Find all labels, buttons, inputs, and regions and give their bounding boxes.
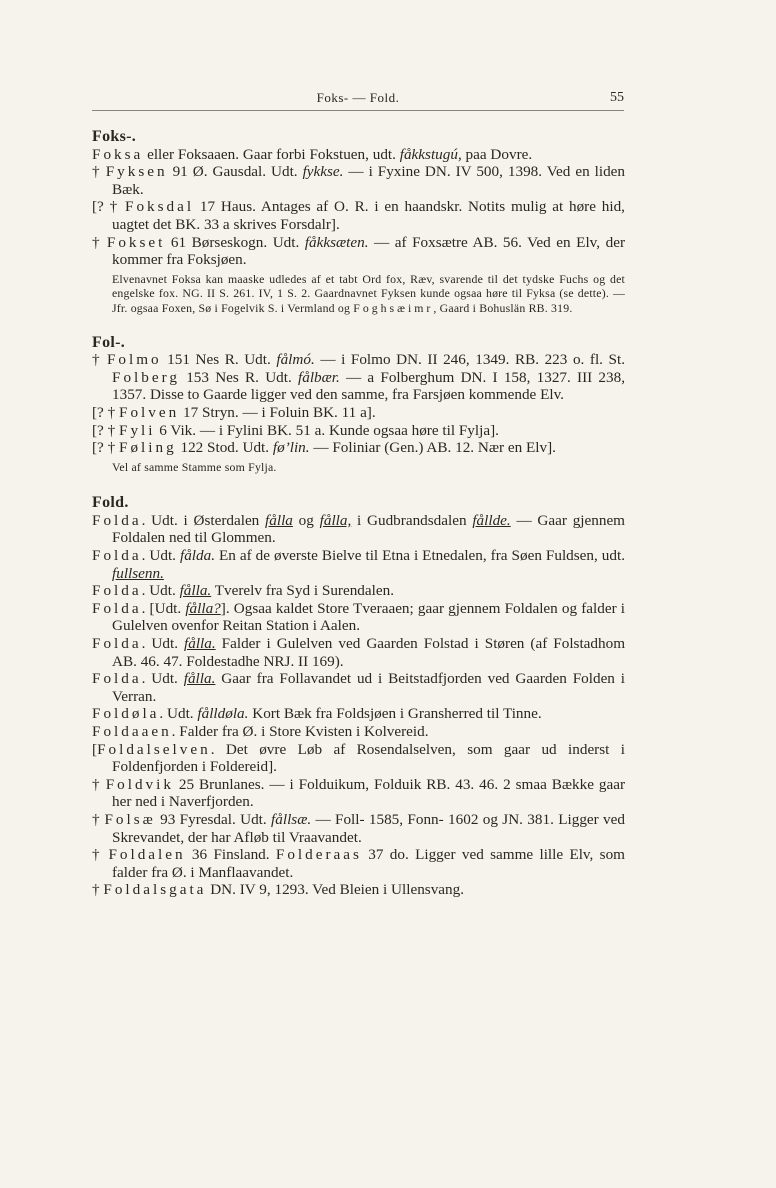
headword: Fyksen (105, 163, 168, 181)
pronunciation: fykkse. (302, 163, 344, 181)
headword: Fokset (106, 233, 166, 251)
headword: Fyli (119, 421, 156, 439)
text-run: 93 Fyresdal. Udt. (155, 810, 272, 828)
text-run: En af de øverste Bielve til Etna i Etnedalen, fra Søen Fuldsen, udt. (215, 547, 625, 565)
page-content (92, 128, 625, 899)
pronunciation: fålla (265, 511, 293, 529)
headword: Føling (119, 439, 177, 457)
text-run: . Udt. (141, 547, 180, 565)
text-run: . Udt. (141, 670, 184, 688)
text-run: — af Foxsætre AB. 56. Ved en Elv, der kommer fra Foksjøen. (112, 233, 625, 269)
section-heading: Foks-. (92, 128, 137, 145)
section-3 (92, 494, 625, 899)
text-run: 153 Nes R. Udt. (179, 368, 299, 386)
text-run: Gaar fra Follavandet ud i Beitstadfjorden ved Gaarden Folden i Verran. (112, 670, 625, 705)
text-run: Vel af samme Stamme som Fylja. (112, 459, 277, 474)
headword: Foldalen (108, 846, 186, 864)
headword: Folda (92, 635, 142, 653)
headword: Folderaas (275, 846, 362, 864)
headword: Folda (92, 547, 142, 565)
running-head: Foks- — Fold. (316, 90, 400, 105)
text-run: i Gudbrandsdalen (351, 511, 473, 529)
text-run: 25 Brunlanes. — i Folduikum, Folduik RB. 43. 46. 2 smaa Bække gaar her ned i Naverfjorden. (112, 775, 626, 811)
pronunciation: fø’lin. (272, 439, 310, 457)
entry (92, 582, 625, 600)
entry (92, 198, 625, 233)
text-run: Elvenavnet Foksa kan maaske udledes af et tabt Ord fox, Ræv, svarende til det tydske Fuchs og det engelske fox. NG. II S. 261. IV, 1 S. 2. Gaardnavnet Fyksen kunde ogsaa høre til Fyksa (se dette). — Jfr. ogsaa Foxen, Sø i Fogelvik S. i Vermland og (112, 271, 625, 315)
headword: Foksdal (125, 198, 195, 216)
text-run: 6 Vik. — i Fylini BK. 51 a. Kunde ogsaa høre til Fylja]. (155, 421, 499, 439)
text-run: . Udt. i Østerdalen (141, 511, 266, 529)
headword: Folven (119, 403, 180, 421)
pronunciation: fålla? (185, 599, 221, 617)
headword: Foksa (92, 145, 144, 163)
text-run: eller Foksaaen. Gaar forbi Fokstuen, udt. (143, 145, 400, 163)
pronunciation: fållde. (472, 511, 511, 529)
text-run: [ (92, 740, 98, 758)
entry (92, 881, 625, 899)
headword: Folda (92, 670, 142, 688)
entry (92, 512, 625, 547)
section-heading: Fol-. (92, 333, 126, 351)
text-run: . Det øvre Løb af Rosendalselven, som gaar ud inderst i Foldenfjorden i Foldereid]. (112, 740, 625, 776)
entry (92, 600, 625, 635)
headword: Foghsæimr (353, 300, 434, 315)
text-run: . Udt. (141, 635, 185, 653)
text-run: 17 Stryn. — i Foluin BK. 11 a]. (179, 403, 376, 421)
page-header (92, 90, 624, 111)
headword: Folberg (112, 368, 180, 386)
entry (92, 146, 625, 164)
text-run: 36 Finsland. (185, 846, 276, 864)
text-run: . [Udt. (141, 599, 186, 617)
text-run: — i Folmo DN. II 246, 1349. RB. 223 o. fl. St. (314, 351, 626, 369)
pronunciation: fållsæ. (271, 810, 312, 828)
text-run: † (92, 810, 105, 828)
text-run: Tverelv fra Syd i Surendalen. (211, 582, 394, 600)
entry (92, 547, 625, 582)
text-run: . Udt. (141, 582, 180, 600)
entry (92, 723, 625, 741)
text-run: † (92, 163, 106, 181)
text-run: 37 do. Ligger ved samme lille Elv, som falder fra Ø. i Manflaavandet. (112, 846, 625, 881)
entry (92, 351, 625, 404)
text-run: Falder i Gulelven ved Gaarden Folstad i Støren (af Folstadhom AB. 46. 47. Foldestadhe NRJ. II 169). (112, 635, 626, 670)
text-run: 151 Nes R. Udt. (161, 351, 277, 369)
pronunciation: fålda. (179, 547, 216, 565)
pronunciation: fålmó. (276, 351, 315, 369)
text-run: — i Fyxine DN. IV 500, 1398. Ved en liden Bæk. (112, 163, 625, 198)
text-run: . Udt. (159, 705, 198, 723)
text-run: † (92, 351, 107, 369)
section-note (92, 272, 625, 316)
entry (92, 705, 625, 723)
entry (92, 163, 625, 198)
page-number: 55 (610, 90, 624, 105)
pronunciation: fullsenn. (112, 564, 164, 582)
pronunciation: fålbær. (298, 368, 340, 386)
section-1 (92, 128, 625, 316)
headword: Foldvik (105, 775, 174, 793)
pronunciation: fålla. (184, 635, 216, 653)
text-run: 61 Børseskogn. Udt. (165, 233, 305, 251)
headword: Folmo (106, 351, 162, 369)
pronunciation: fåkkstugú, (399, 145, 462, 163)
section-heading: Fold. (92, 494, 129, 512)
text-run: † (92, 775, 106, 793)
section-note (92, 460, 625, 475)
text-run: — Foll- 1585, Fonn- 1602 og JN. 381. Ligger ved Skrevandet, der har Afløb til Vraavandet. (112, 810, 625, 846)
entry (92, 811, 625, 846)
text-run: [? † (92, 198, 125, 216)
section-2 (92, 334, 625, 475)
text-run: — Gaar gjennem Foldalen ned til Glommen. (112, 511, 625, 547)
headword: Foldalsgata (103, 881, 207, 899)
pronunciation: fålla. (183, 670, 216, 688)
text-run: — Foliniar (Gen.) AB. 12. Nær en Elv]. (309, 439, 556, 457)
entry (92, 422, 625, 440)
entry (92, 670, 625, 705)
entry (92, 404, 625, 422)
pronunciation: fålldøla. (197, 705, 249, 723)
text-run: [? † (92, 421, 119, 439)
text-run: 122 Stod. Udt. (176, 439, 273, 457)
text-run: † (92, 846, 109, 864)
text-run: og (292, 511, 320, 529)
text-run: 17 Haus. Antages af O. R. i en haandskr. Notits mulig at høre hid, uagtet det BK. 33 a skrives Forsdalr]. (112, 198, 625, 233)
headword: Foldaaen (92, 723, 172, 740)
text-run: — a Folberghum DN. I 158, 1327. III 238, 1357. Disse to Gaarde ligger ved den samme, fra Farsjøen kommende Elv. (112, 368, 625, 404)
text-run: 91 Ø. Gausdal. Udt. (167, 163, 303, 181)
text-run: [? † (92, 403, 119, 421)
entry (92, 846, 625, 881)
entry (92, 776, 625, 811)
headword: Folda (92, 511, 142, 529)
pronunciation: fåkksæten. (304, 233, 369, 251)
text-run: . Falder fra Ø. i Store Kvisten i Kolvereid. (171, 723, 429, 740)
entry (92, 439, 625, 457)
pronunciation: fålla. (179, 582, 212, 600)
text-run: DN. IV 9, 1293. Ved Bleien i Ullensvang. (206, 881, 465, 899)
pronunciation: fålla, (319, 511, 352, 529)
text-run: , Gaard i Bohuslän RB. 319. (433, 300, 573, 315)
headword: Foldalselven (97, 740, 211, 758)
text-run: Kort Bæk fra Foldsjøen i Gransherred til Tinne. (248, 705, 542, 723)
headword: Foldøla (92, 705, 160, 723)
text-run: [? † (92, 439, 119, 457)
headword: Folsæ (104, 810, 156, 828)
text-run: † (92, 233, 107, 251)
headword: Folda (92, 582, 142, 600)
text-run: paa Dovre. (461, 145, 533, 163)
entry (92, 635, 625, 670)
entry (92, 741, 625, 776)
text-run: ]. Ogsaa kaldet Store Tveraaen; gaar gjennem Foldalen og falder i Gulelven ovenfor Reitan Station i Aalen. (112, 599, 625, 635)
headword: Folda (92, 599, 142, 617)
text-run: † (92, 881, 104, 899)
entry (92, 234, 625, 269)
